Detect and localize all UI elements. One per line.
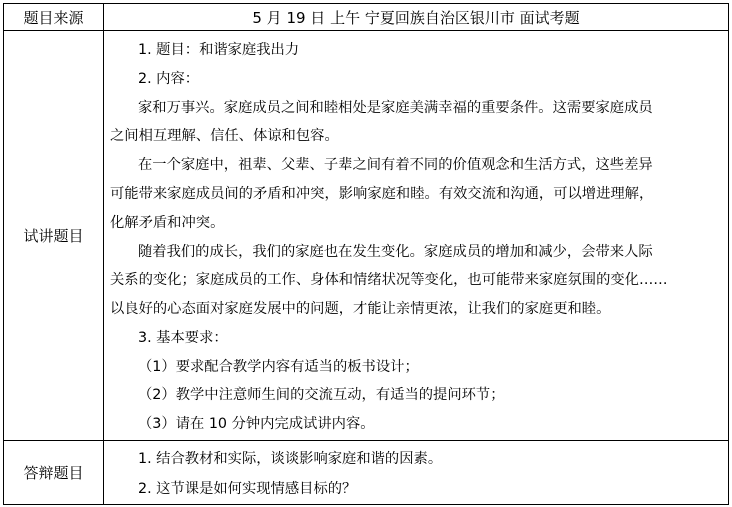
lecture-row [4,31,729,441]
defense-question: 1. 结合教材和实际，谈谈影响家庭和谐的因素。 [138,450,443,467]
paragraph-line: 以良好的心态面对家庭发展中的问题，才能让亲情更浓，让我们的家庭更和睦。 [110,301,611,318]
defense-row [4,441,729,505]
requirement-item: （2）教学中注意师生间的交流互动，有适当的提问环节； [138,387,505,404]
source-label: 题目来源 [4,4,104,31]
lecture-title-line: 1. 题目：和谐家庭我出力 [138,41,300,58]
requirement-item: （3）请在 10 分钟内完成试讲内容。 [138,416,375,433]
source-title: 5 月 19 日 上午 宁夏回族自治区银川市 面试考题 [104,4,729,31]
paragraph-line: 家和万事兴。家庭成员之间和睦相处是家庭美满幸福的重要条件。这需要家庭成员 [138,99,653,116]
lecture-content-heading: 2. 内容： [138,70,200,87]
requirements-heading: 3. 基本要求： [138,329,228,346]
paragraph-line: 可能带来家庭成员间的矛盾和冲突，影响家庭和睦。有效交流和沟通，可以增进理解， [110,185,654,202]
exam-question-table [3,3,729,505]
paragraph-line: 关系的变化；家庭成员的工作、身体和情绪状况等变化，也可能带来家庭氛围的变化…… [110,272,668,289]
paragraph-line: 化解矛盾和冲突。 [110,214,225,231]
defense-content [104,441,729,505]
defense-question: 2. 这节课是如何实现情感目标的？ [138,480,357,497]
paragraph-line: 之间相互理解、信任、体谅和包容。 [110,128,339,145]
header-row [4,4,729,31]
lecture-content [104,31,729,441]
lecture-label: 试讲题目 [4,31,104,441]
paragraph-line: 随着我们的成长，我们的家庭也在发生变化。家庭成员的增加和减少，会带来人际 [138,243,653,260]
requirement-item: （1）要求配合教学内容有适当的板书设计； [138,358,419,375]
paragraph-line: 在一个家庭中，祖辈、父辈、子辈之间有着不同的价值观念和生活方式，这些差异 [138,157,653,174]
defense-label: 答辩题目 [4,441,104,505]
